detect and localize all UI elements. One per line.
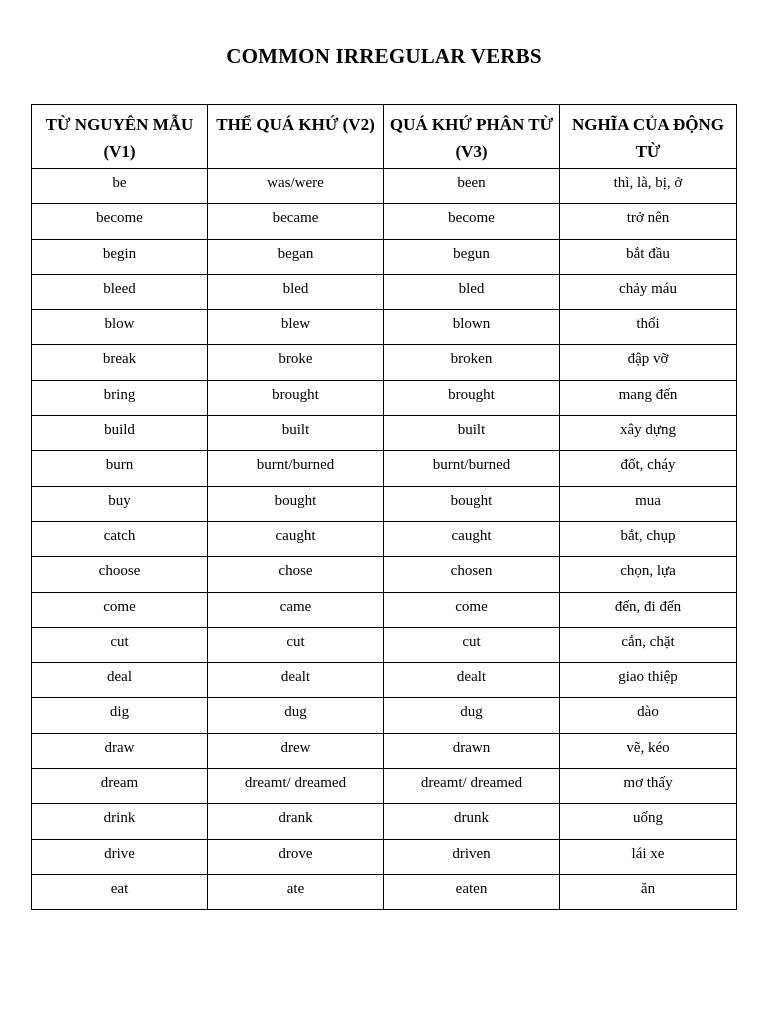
cell-past-participle: driven <box>384 839 560 874</box>
cell-meaning: đến, đi đến <box>560 592 737 627</box>
table-row <box>32 627 737 662</box>
cell-infinitive: cut <box>32 627 208 662</box>
cell-meaning: đập vỡ <box>560 345 737 380</box>
cell-infinitive: come <box>32 592 208 627</box>
cell-past-participle: broken <box>384 345 560 380</box>
cell-past-participle: become <box>384 204 560 239</box>
cell-past-participle: brought <box>384 380 560 415</box>
cell-infinitive: choose <box>32 557 208 592</box>
cell-past-simple: brought <box>208 380 384 415</box>
cell-past-simple: drove <box>208 839 384 874</box>
table-row <box>32 663 737 698</box>
cell-infinitive: catch <box>32 521 208 556</box>
table-row <box>32 380 737 415</box>
cell-past-participle: burnt/burned <box>384 451 560 486</box>
cell-past-simple: came <box>208 592 384 627</box>
cell-past-participle: drunk <box>384 804 560 839</box>
cell-past-simple: was/were <box>208 169 384 204</box>
cell-meaning: thì, là, bị, ở <box>560 169 737 204</box>
cell-meaning: uống <box>560 804 737 839</box>
cell-meaning: vẽ, kéo <box>560 733 737 768</box>
header-infinitive: TỪ NGUYÊN MẪU (V1) <box>32 105 208 169</box>
cell-infinitive: drink <box>32 804 208 839</box>
table-row <box>32 486 737 521</box>
cell-infinitive: bring <box>32 380 208 415</box>
table-row <box>32 839 737 874</box>
cell-past-simple: cut <box>208 627 384 662</box>
cell-infinitive: deal <box>32 663 208 698</box>
table-header-row <box>32 105 737 169</box>
cell-infinitive: dream <box>32 769 208 804</box>
cell-past-participle: cut <box>384 627 560 662</box>
table-row <box>32 521 737 556</box>
cell-past-participle: dug <box>384 698 560 733</box>
cell-past-simple: dreamt/ dreamed <box>208 769 384 804</box>
document-title: COMMON IRREGULAR VERBS <box>226 44 542 68</box>
cell-past-simple: bought <box>208 486 384 521</box>
cell-infinitive: draw <box>32 733 208 768</box>
cell-infinitive: begin <box>32 239 208 274</box>
cell-past-participle: built <box>384 416 560 451</box>
cell-meaning: chảy máu <box>560 274 737 309</box>
table-row <box>32 416 737 451</box>
table-row <box>32 733 737 768</box>
table-row <box>32 310 737 345</box>
cell-meaning: giao thiệp <box>560 663 737 698</box>
cell-meaning: chọn, lựa <box>560 557 737 592</box>
cell-past-participle: come <box>384 592 560 627</box>
cell-infinitive: buy <box>32 486 208 521</box>
cell-past-simple: began <box>208 239 384 274</box>
table-row <box>32 698 737 733</box>
cell-meaning: lái xe <box>560 839 737 874</box>
table-row <box>32 874 737 909</box>
cell-past-simple: drew <box>208 733 384 768</box>
cell-infinitive: be <box>32 169 208 204</box>
cell-infinitive: bleed <box>32 274 208 309</box>
cell-past-simple: bled <box>208 274 384 309</box>
cell-past-simple: dealt <box>208 663 384 698</box>
header-past-simple: THỂ QUÁ KHỨ (V2) <box>208 105 384 169</box>
cell-past-simple: caught <box>208 521 384 556</box>
cell-meaning: mua <box>560 486 737 521</box>
cell-past-participle: bled <box>384 274 560 309</box>
cell-meaning: cắn, chặt <box>560 627 737 662</box>
table-row <box>32 169 737 204</box>
table-row <box>32 592 737 627</box>
cell-infinitive: blow <box>32 310 208 345</box>
cell-past-participle: drawn <box>384 733 560 768</box>
header-past-participle: QUÁ KHỨ PHÂN TỪ (V3) <box>384 105 560 169</box>
cell-past-participle: chosen <box>384 557 560 592</box>
header-meaning: NGHĨA CỦA ĐỘNG TỪ <box>560 105 737 169</box>
cell-meaning: đốt, cháy <box>560 451 737 486</box>
cell-past-simple: drank <box>208 804 384 839</box>
cell-meaning: mang đến <box>560 380 737 415</box>
table-row <box>32 345 737 380</box>
cell-past-simple: chose <box>208 557 384 592</box>
table-row <box>32 451 737 486</box>
cell-past-simple: blew <box>208 310 384 345</box>
cell-meaning: bắt đầu <box>560 239 737 274</box>
cell-infinitive: burn <box>32 451 208 486</box>
cell-meaning: ăn <box>560 874 737 909</box>
cell-infinitive: build <box>32 416 208 451</box>
cell-past-simple: ate <box>208 874 384 909</box>
cell-past-participle: begun <box>384 239 560 274</box>
cell-meaning: thổi <box>560 310 737 345</box>
cell-past-participle: been <box>384 169 560 204</box>
table-row <box>32 239 737 274</box>
table-row <box>32 769 737 804</box>
cell-past-participle: blown <box>384 310 560 345</box>
cell-past-participle: caught <box>384 521 560 556</box>
table-row <box>32 804 737 839</box>
cell-infinitive: dig <box>32 698 208 733</box>
table-row <box>32 204 737 239</box>
cell-past-participle: dealt <box>384 663 560 698</box>
cell-past-simple: broke <box>208 345 384 380</box>
cell-past-simple: became <box>208 204 384 239</box>
cell-past-simple: built <box>208 416 384 451</box>
table-row <box>32 557 737 592</box>
cell-infinitive: break <box>32 345 208 380</box>
cell-past-simple: burnt/burned <box>208 451 384 486</box>
cell-meaning: dào <box>560 698 737 733</box>
cell-meaning: bắt, chụp <box>560 521 737 556</box>
cell-past-participle: eaten <box>384 874 560 909</box>
cell-meaning: trở nên <box>560 204 737 239</box>
table-body <box>32 169 737 910</box>
cell-past-participle: bought <box>384 486 560 521</box>
table-row <box>32 274 737 309</box>
irregular-verbs-table <box>31 104 737 910</box>
cell-infinitive: become <box>32 204 208 239</box>
cell-infinitive: drive <box>32 839 208 874</box>
cell-meaning: xây dựng <box>560 416 737 451</box>
cell-meaning: mơ thấy <box>560 769 737 804</box>
cell-past-participle: dreamt/ dreamed <box>384 769 560 804</box>
cell-past-simple: dug <box>208 698 384 733</box>
cell-infinitive: eat <box>32 874 208 909</box>
